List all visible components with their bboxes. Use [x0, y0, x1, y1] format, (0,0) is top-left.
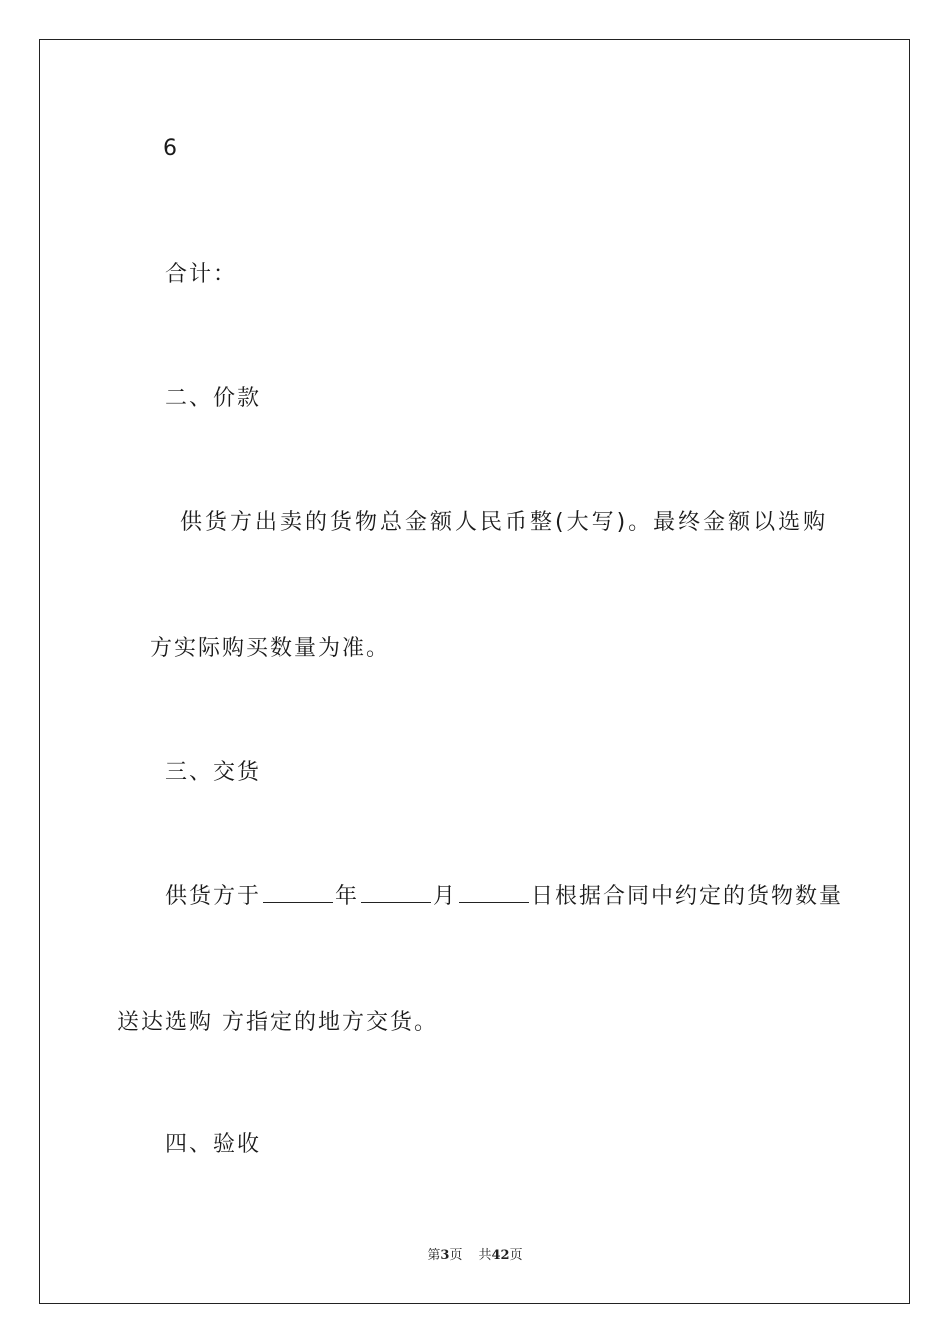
day-blank: [459, 884, 529, 903]
total-label: 合计：: [165, 262, 238, 287]
section-3-title: 三、交货: [165, 760, 262, 785]
section-2-title: 二、价款: [165, 386, 262, 411]
page-border: [39, 39, 910, 1304]
year-label: 年: [335, 884, 360, 909]
section-2-line-1: 供货方出卖的货物总金额人民币整(大写)。最终金额以选购: [180, 510, 829, 535]
page-prefix: 第: [427, 1248, 441, 1263]
month-blank: [361, 884, 431, 903]
delivery-text-end: 日根据合同中约定的货物数量: [531, 884, 844, 909]
section-3-line-1: [165, 882, 843, 912]
section-3-line-2: 送达选购 方指定的地方交货。: [117, 1010, 438, 1035]
total-suffix: 页: [509, 1248, 523, 1263]
section-4-title: 四、验收: [165, 1132, 262, 1157]
page-suffix: 页: [449, 1248, 463, 1263]
page-footer: [0, 1247, 950, 1265]
item-number: 6: [163, 136, 179, 161]
total-prefix: 共: [478, 1248, 492, 1263]
month-label: 月: [433, 884, 458, 909]
page-total: 42: [491, 1248, 510, 1263]
year-blank: [263, 884, 333, 903]
page-current: 3: [440, 1248, 450, 1263]
delivery-text-start: 供货方于: [165, 884, 262, 909]
section-2-line-2: 方实际购买数量为准。: [150, 636, 391, 661]
